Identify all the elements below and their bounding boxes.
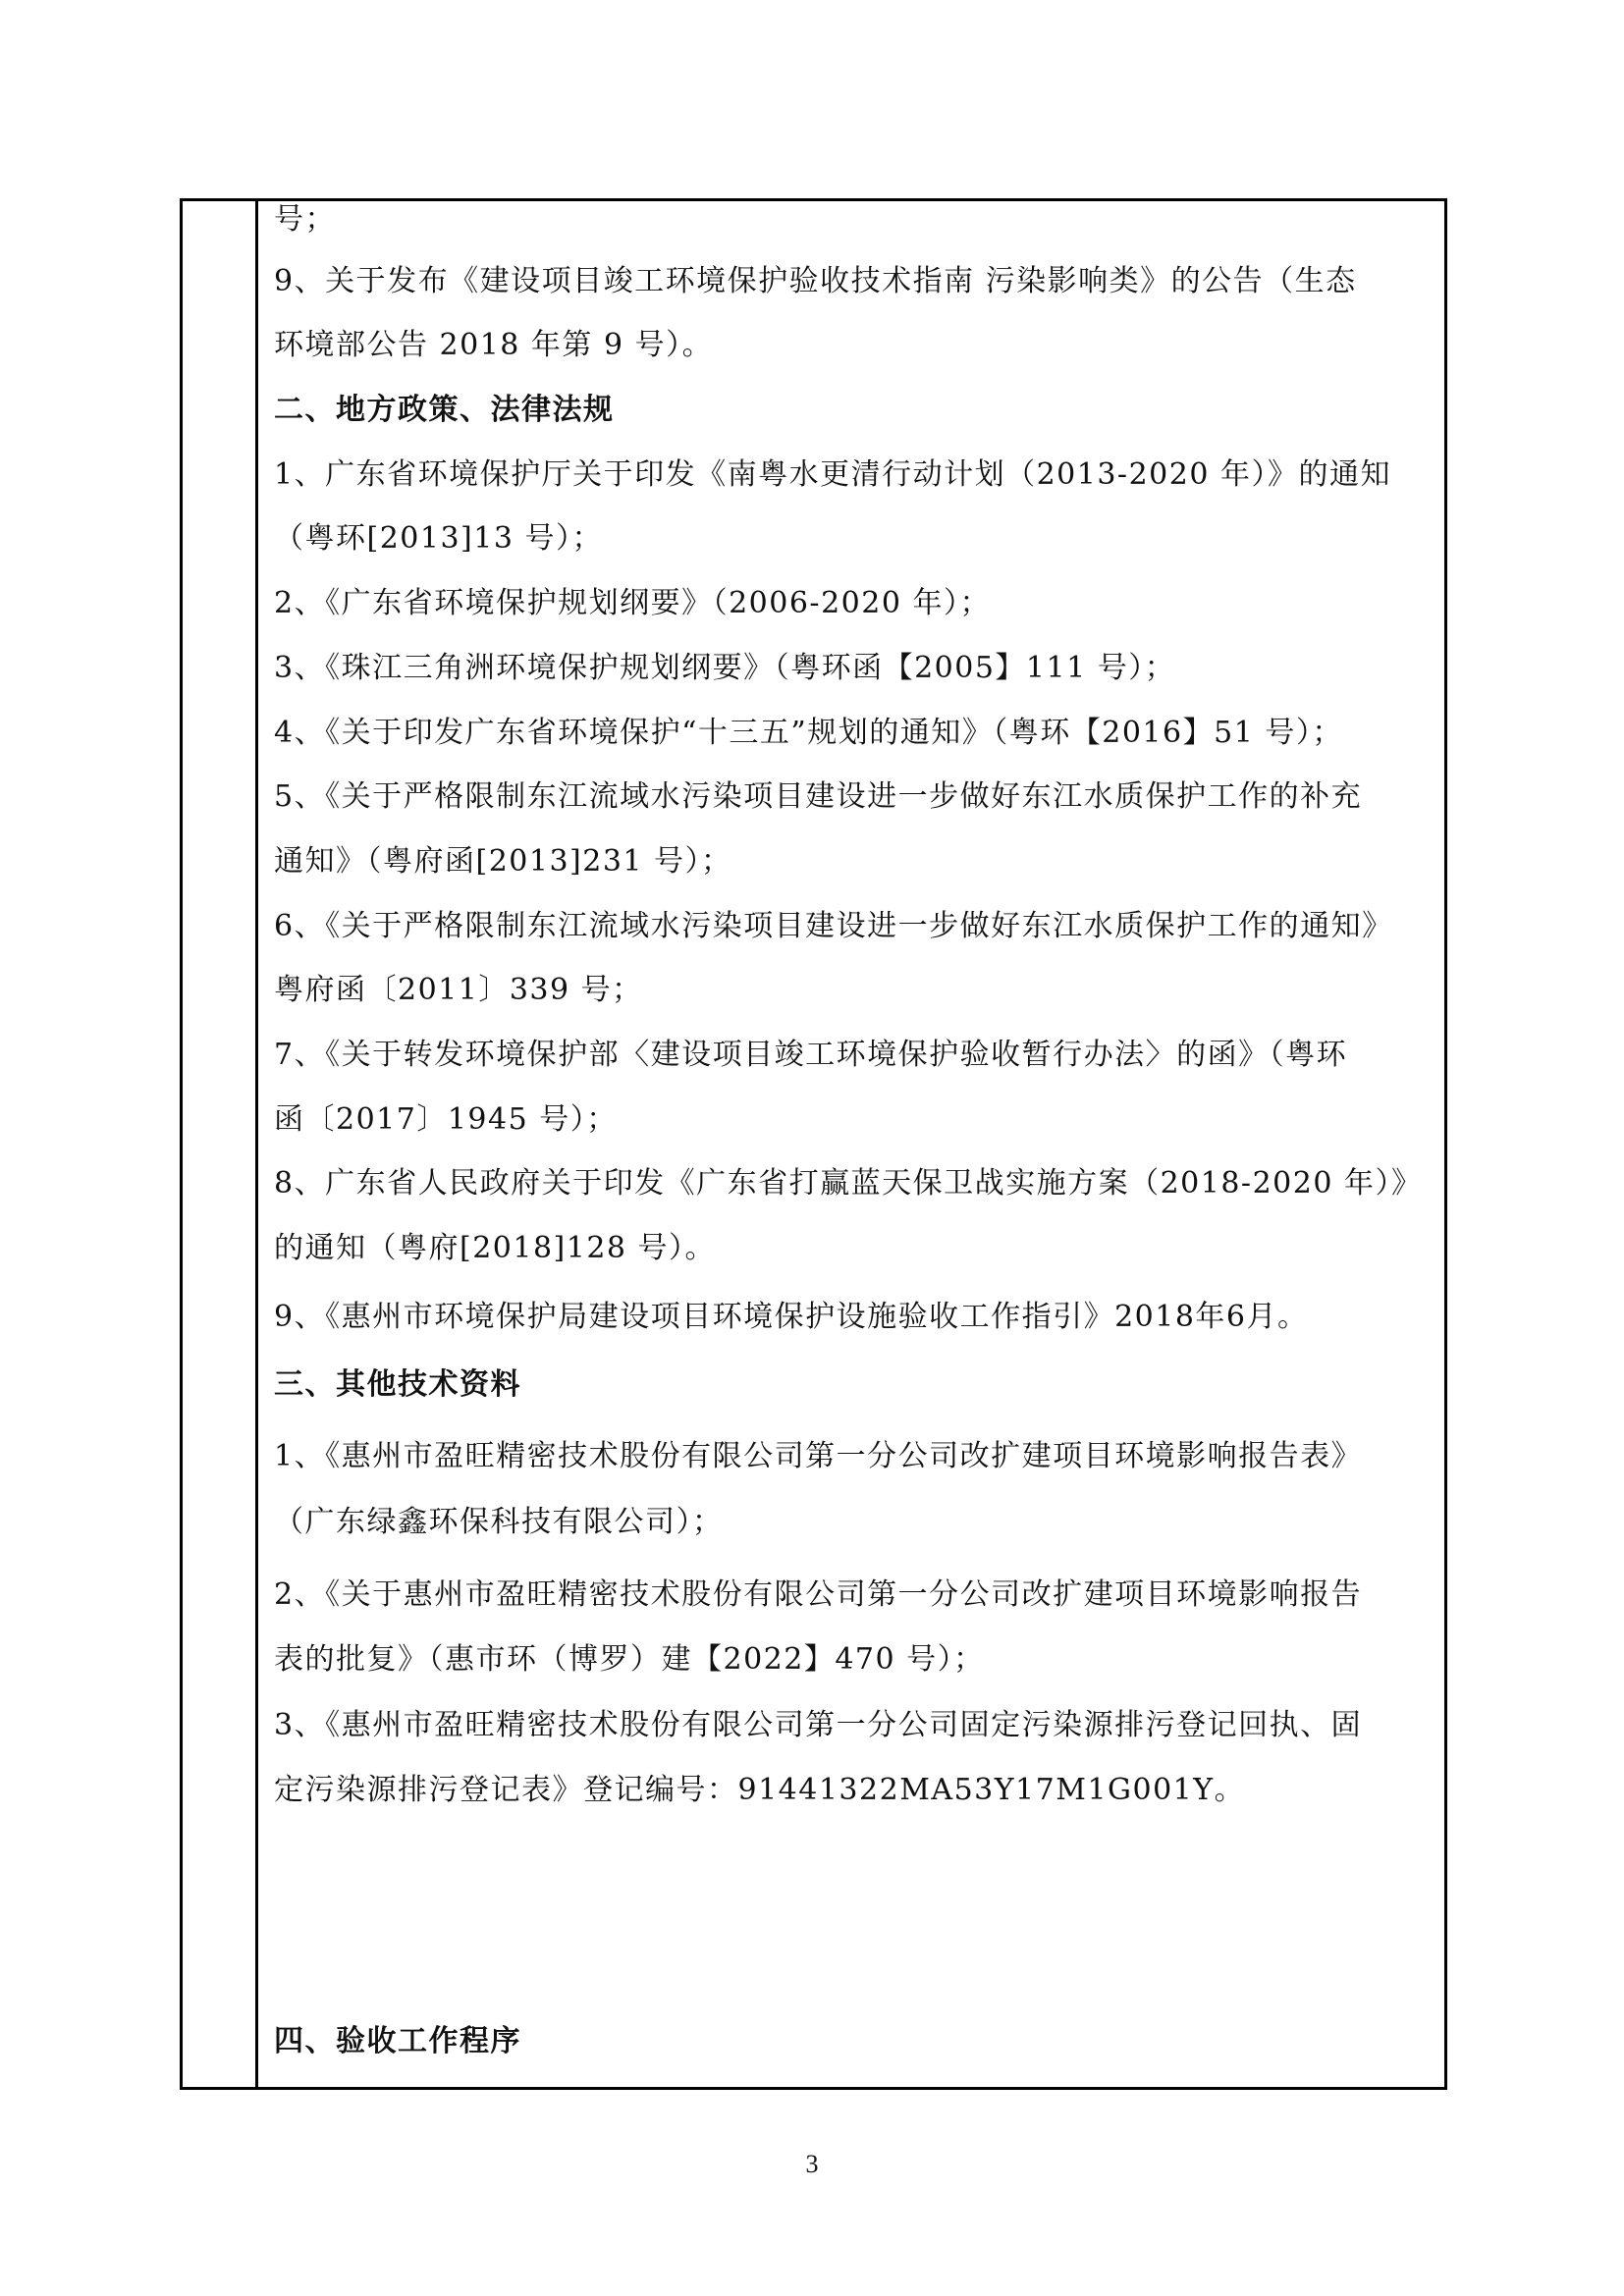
text-line: 3、《珠江三角洲环境保护规划纲要》（粤环函【2005】111 号）； — [274, 651, 1176, 685]
section-heading: 四、验收工作程序 — [274, 2024, 521, 2058]
text-line: 8、广东省人民政府关于印发《广东省打赢蓝天保卫战实施方案（2018-2020 年）》 — [274, 1166, 1423, 1201]
text-line: 粤府函〔2011〕339 号； — [274, 973, 643, 1007]
section-heading: 二、地方政策、法律法规 — [274, 393, 615, 427]
text-line: 1、广东省环境保护厅关于印发《南粤水更清行动计划（2013-2020 年）》的通知 — [274, 457, 1391, 492]
text-line: （粤环[2013]13 号）； — [274, 521, 603, 556]
section-heading: 三、其他技术资料 — [274, 1367, 521, 1402]
page-number: 3 — [805, 2150, 819, 2178]
text-line: 定污染源排污登记表》登记编号：91441322MA53Y17M1G001Y。 — [274, 1773, 1246, 1807]
text-line: 函〔2017〕1945 号）； — [274, 1102, 618, 1137]
text-line: 7、《关于转发环境保护部〈建设项目竣工环境保护验收暂行办法〉的函》（粤环 — [274, 1038, 1348, 1072]
text-line: 1、《惠州市盈旺精密技术股份有限公司第一分公司改扩建项目环境影响报告表》 — [274, 1439, 1363, 1473]
text-line: 通知》（粤府函[2013]231 号）； — [274, 844, 732, 879]
table-column-divider — [255, 198, 258, 2090]
text-line: 4、《关于印发广东省环境保护“十三五”规划的通知》（粤环【2016】51 号）； — [274, 716, 1343, 750]
text-line: 3、《惠州市盈旺精密技术股份有限公司第一分公司固定污染源排污登记回执、固 — [274, 1708, 1363, 1742]
text-line: （广东绿鑫环保科技有限公司）； — [274, 1505, 724, 1539]
text-line: 5、《关于严格限制东江流域水污染项目建设进一步做好东江水质保护工作的补充 — [274, 779, 1363, 814]
text-line: 环境部公告 2018 年第 9 号）。 — [274, 328, 714, 362]
text-line: 6、《关于严格限制东江流域水污染项目建设进一步做好东江水质保护工作的通知》 — [274, 909, 1393, 943]
text-line: 表的批复》（惠市环（博罗）建【2022】470 号）； — [274, 1642, 985, 1677]
text-line: 9、关于发布《建设项目竣工环境保护验收技术指南 污染影响类》的公告（生态 — [274, 264, 1357, 298]
text-line: 的通知（粤府[2018]128 号）。 — [274, 1231, 717, 1265]
text-line: 9、《惠州市环境保护局建设项目环境保护设施验收工作指引》2018年6月。 — [274, 1300, 1309, 1334]
text-line: 号； — [274, 202, 336, 237]
text-line: 2、《广东省环境保护规划纲要》（2006-2020 年）； — [274, 586, 991, 620]
text-line: 2、《关于惠州市盈旺精密技术股份有限公司第一分公司改扩建项目环境影响报告 — [274, 1577, 1363, 1612]
